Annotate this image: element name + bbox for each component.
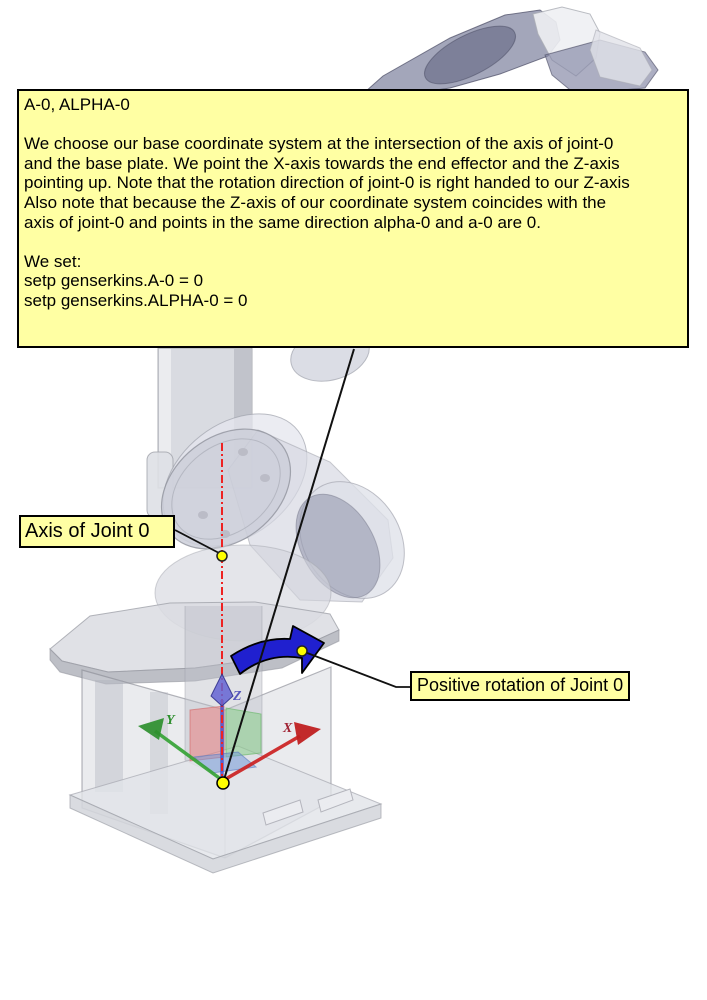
robot-upper-arm — [365, 7, 658, 96]
info-box-line — [24, 115, 682, 135]
info-box-line: setp genserkins.A-0 = 0 — [24, 271, 204, 291]
info-box-line: We choose our base coordinate system at the intersection of the axis of joint-0 — [24, 134, 614, 154]
info-box-line: We set: — [24, 251, 82, 271]
yz-plane — [190, 706, 224, 761]
info-box-line: A-0, ALPHA-0 — [24, 95, 130, 114]
axis-of-joint-label: Axis of Joint 0 — [19, 515, 175, 548]
shoulder-bolt — [238, 448, 248, 456]
info-box-line: and the base plate. We point the X-axis towards the end effector and the Z-axis — [24, 153, 620, 173]
shoulder-bolt — [260, 474, 270, 482]
info-box-line: pointing up. Note that the rotation direction of joint-0 is right handed to our Z-axis — [24, 173, 630, 193]
info-box-line: Also note that because the Z-axis of our coordinate system coincides with the — [24, 192, 607, 212]
positive-rotation-label: Positive rotation of Joint 0 — [410, 671, 630, 701]
y-axis-label: Y — [166, 713, 175, 728]
info-box-line: axis of joint-0 and points in the same direction alpha-0 and a-0 are 0. — [24, 212, 541, 232]
z-axis-label: Z — [233, 689, 242, 704]
rotation-marker — [297, 646, 307, 656]
info-box-line: setp genserkins.ALPHA-0 = 0 — [24, 290, 248, 310]
info-box — [17, 89, 689, 348]
info-box-line — [24, 232, 682, 252]
origin-marker — [217, 777, 229, 789]
shoulder-bolt — [198, 511, 208, 519]
x-axis-label: X — [283, 721, 293, 736]
joint-axis-marker — [217, 551, 227, 561]
base-inner-pillar — [95, 680, 123, 792]
